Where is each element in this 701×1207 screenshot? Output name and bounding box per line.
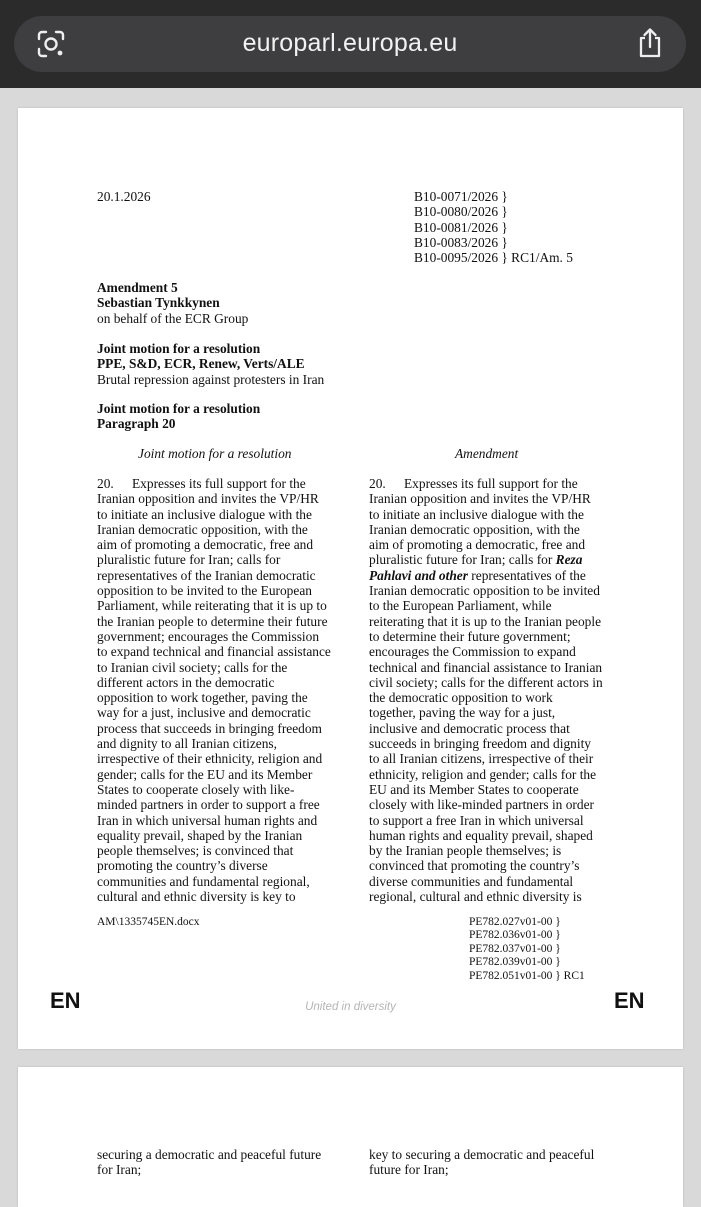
paragraph-number: 20.	[97, 476, 114, 491]
text-line: to determine their future government;	[369, 628, 571, 644]
text-line: government; encourages the Commission	[97, 628, 320, 644]
language-code-right: EN	[614, 988, 645, 1013]
ref-line: B10-0083/2026 }	[414, 234, 508, 250]
inserted-text: Reza	[555, 552, 583, 568]
text-line: to expand technical and financial assistance	[97, 644, 331, 660]
text-line: Iranian democratic opposition, with the	[369, 521, 580, 537]
text-line: and dignity to all Iranian citizens,	[97, 736, 277, 752]
text-line: 20. Expresses its full support for the	[369, 476, 578, 491]
joint-motion-subject: Brutal repression against protesters in Iran	[97, 371, 325, 387]
pe-line: PE782.051v01-00 } RC1	[469, 969, 585, 982]
joint-motion-groups: PPE, S&D, ECR, Renew, Verts/ALE	[97, 356, 305, 372]
text-line: the democratic opposition to work	[369, 690, 553, 706]
text-line: to Iranian civil society; calls for the	[97, 659, 288, 675]
text-line: 20. Expresses its full support for the	[97, 476, 306, 491]
text-line: Iranian opposition and invites the VP/HR	[369, 491, 591, 507]
paragraph-ref: Paragraph 20	[97, 416, 176, 432]
text-line: aim of promoting a democratic, free and	[369, 537, 586, 553]
joint-motion-title: Joint motion for a resolution	[97, 341, 261, 356]
pe-line: PE782.027v01-00 }	[469, 916, 561, 928]
text-line: pluralistic future for Iran; calls for	[97, 552, 281, 568]
ref-line: B10-0080/2026 }	[414, 204, 508, 220]
joint-motion-header	[97, 341, 324, 387]
inserted-text: Pahlavi and other	[369, 567, 468, 583]
text-line: different actors in the democratic	[97, 674, 275, 690]
author-name: Sebastian Tynkkynen	[97, 295, 220, 311]
text-line: for Iran;	[97, 1162, 142, 1178]
on-behalf-of: on behalf of the ECR Group	[97, 310, 249, 326]
text-line: human rights and equality prevail, shaped	[369, 827, 593, 843]
text-line: securing a democratic and peaceful future	[97, 1147, 322, 1162]
text-line: States to cooperate closely with like-	[97, 781, 295, 797]
text-line: Iranian democratic opposition to be invited	[369, 583, 600, 599]
text-line: equality prevail, shaped by the Iranian	[97, 827, 303, 843]
text-line: civil society; calls for the different actors in	[369, 674, 603, 690]
text-line: cultural and ethnic diversity is key to	[97, 889, 296, 905]
text-line: together, paving the way for a just,	[369, 705, 556, 721]
paragraph-title: Joint motion for a resolution	[97, 401, 261, 416]
text-line: pluralistic future for Iran; calls for Reza	[369, 552, 583, 568]
text-line: irrespective of their ethnicity, religion and	[97, 751, 323, 767]
text-line: key to securing a democratic and peaceful	[369, 1147, 595, 1162]
original-text-column	[97, 476, 342, 904]
text-line: inclusive and democratic process that	[369, 720, 570, 736]
reference-numbers	[414, 189, 573, 265]
footer-pe-numbers	[469, 916, 585, 983]
document-page-2	[18, 1067, 683, 1207]
address-bar[interactable]	[14, 16, 686, 72]
text-line: future for Iran;	[369, 1162, 449, 1178]
pe-line: PE782.037v01-00 }	[469, 942, 561, 955]
text-line: to initiate an inclusive dialogue with the	[97, 506, 312, 522]
motto: United in diversity	[305, 1001, 396, 1013]
footer-filename: AM\1335745EN.docx	[97, 916, 200, 928]
amendment-text-column	[369, 1147, 594, 1178]
text-line: technical and financial assistance to Iranian	[369, 659, 603, 675]
text-line: convinced that promoting the country’s	[369, 858, 580, 874]
text-line: minded partners in order to support a free	[97, 797, 320, 813]
text-line: communities and fundamental regional,	[97, 873, 310, 889]
paragraph-header	[97, 401, 260, 432]
text-line: to support a free Iran in which universal	[369, 812, 584, 828]
paragraph-number: 20.	[369, 476, 386, 491]
text-line: opposition to work together, paving the	[97, 690, 308, 706]
text-line: Iranian opposition and invites the VP/HR	[97, 491, 319, 507]
pe-line: PE782.036v01-00 }	[469, 929, 561, 942]
url-text[interactable]: europarl.europa.eu	[242, 29, 458, 57]
ref-line: B10-0095/2026 } RC1/Am. 5	[414, 250, 573, 266]
text-line: Pahlavi and other representatives of the	[369, 567, 586, 583]
text-line: Parliament, while reiterating that it is up to	[97, 598, 327, 614]
ref-line: B10-0071/2026 }	[414, 189, 508, 204]
column-heading-original: Joint motion for a resolution	[138, 446, 292, 461]
column-heading-amendment: Amendment	[455, 446, 519, 461]
browser-toolbar	[0, 0, 701, 88]
text-line: representatives of the Iranian democratic	[97, 567, 316, 583]
text-line: regional, cultural and ethnic diversity is	[369, 889, 582, 905]
text-line: diverse communities and fundamental	[369, 873, 574, 889]
text-line: gender; calls for the EU and its Member	[97, 766, 313, 782]
text-line: reiterating that it is up to the Iranian people	[369, 613, 602, 629]
amendment-text-column	[369, 476, 614, 904]
text-line: EU and its Member States to cooperate	[369, 781, 579, 797]
text-line: Iran in which universal human rights and	[97, 812, 318, 828]
text-line: ethnicity, religion and gender; calls for the	[369, 766, 597, 782]
text-line: encourages the Commission to expand	[369, 644, 576, 660]
original-text-column	[97, 1147, 321, 1178]
text-line: to initiate an inclusive dialogue with the	[369, 506, 584, 522]
amendment-header	[97, 280, 248, 326]
amendment-number: Amendment 5	[97, 280, 178, 295]
text-line: aim of promoting a democratic, free and	[97, 537, 314, 553]
text-line: people themselves; is convinced that	[97, 843, 294, 859]
text-line: way for a just, inclusive and democratic	[97, 705, 311, 721]
text-line: closely with like-minded partners in order	[369, 797, 594, 813]
text-line: the Iranian people to determine their future	[97, 613, 328, 629]
text-line: by the Iranian people themselves; is	[369, 843, 562, 859]
text-line: to the European Parliament, while	[369, 598, 552, 614]
share-icon[interactable]	[636, 27, 664, 59]
text-line: process that succeeds in bringing freedom	[97, 720, 322, 736]
document-page-1	[18, 108, 683, 1049]
text-line: to all Iranian citizens, irrespective of their	[369, 751, 594, 767]
pe-line: PE782.039v01-00 }	[469, 956, 561, 969]
text-line: succeeds in bringing freedom and dignity	[369, 736, 592, 752]
document-date: 20.1.2026	[97, 189, 151, 204]
ref-line: B10-0081/2026 }	[414, 219, 508, 235]
text-line: promoting the country’s diverse	[97, 858, 268, 874]
text-line: opposition to be invited to the European	[97, 583, 312, 599]
text-line: Iranian democratic opposition, with the	[97, 521, 308, 537]
language-code-left: EN	[50, 988, 81, 1013]
